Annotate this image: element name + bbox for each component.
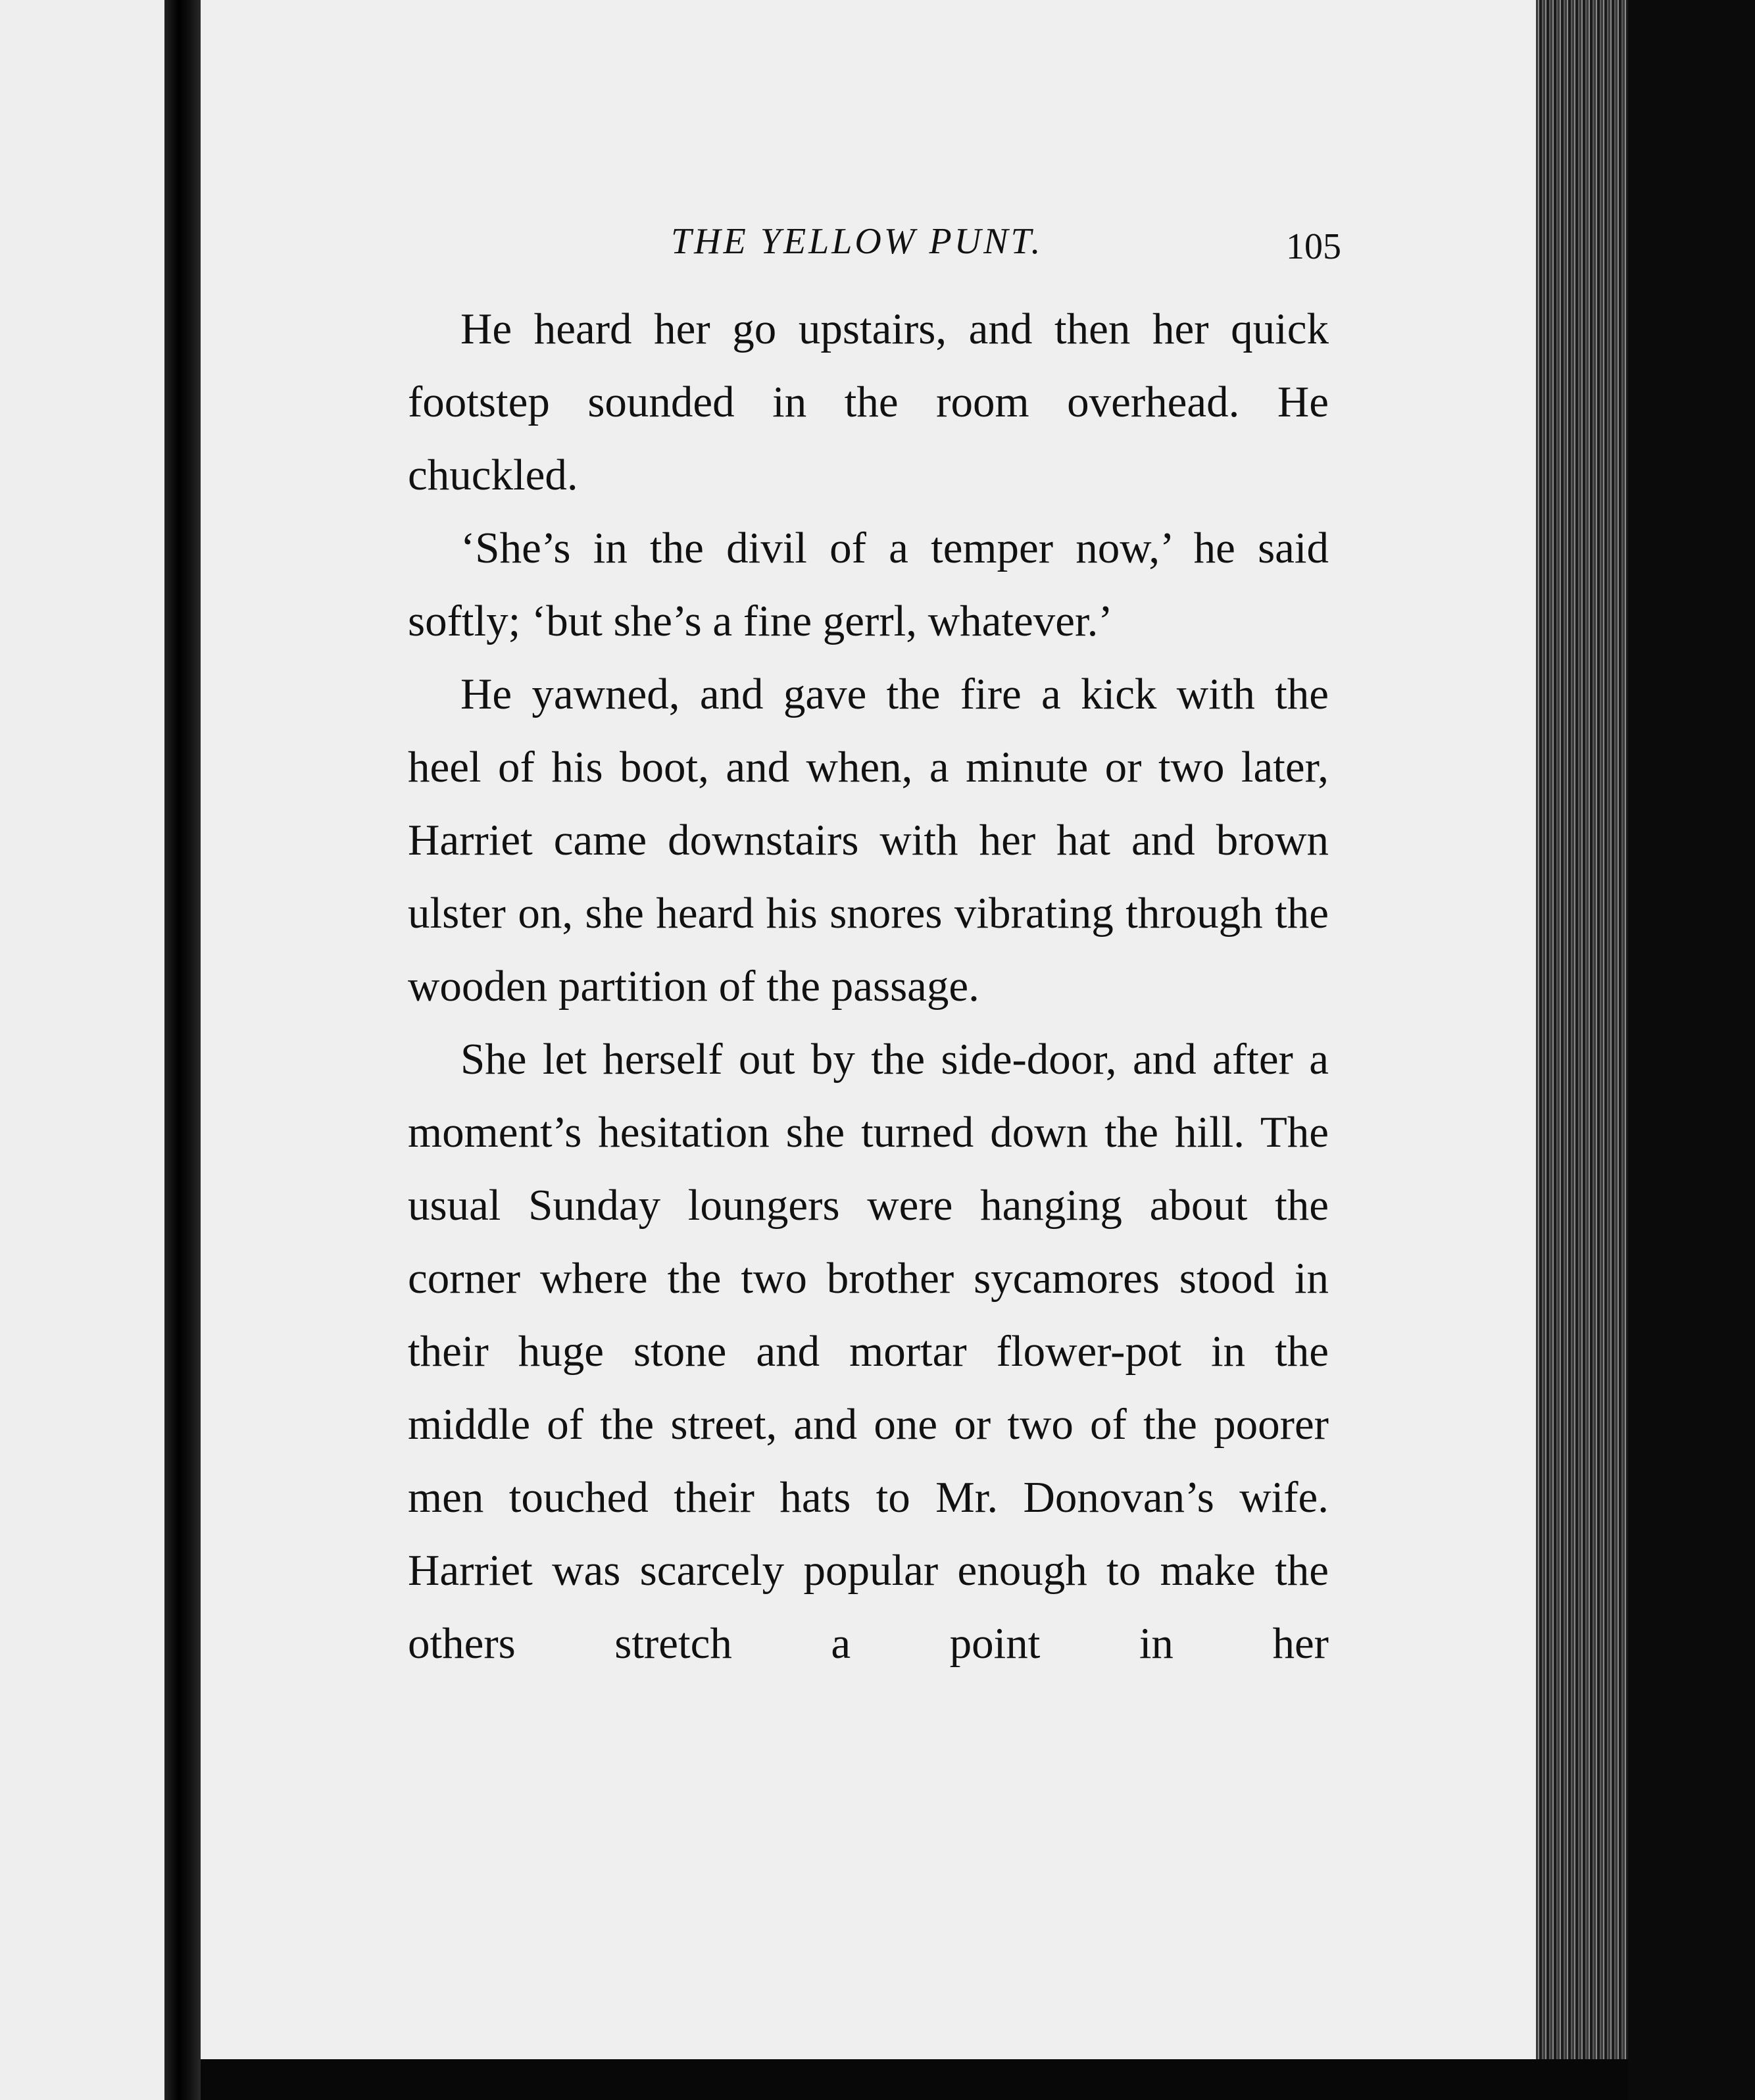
paragraph: He yawned, and gave the fire a kick with the heel of his boot, and when, a minute or two later, Harriet came downstairs with her hat and brown ulster on, she heard his snores vibrating through the wooden partition of the passage. bbox=[408, 670, 1329, 1011]
page-edges bbox=[1536, 0, 1628, 2066]
paragraph: She let herself out by the side-door, and after a moment’s hesitation she turned down the hill. The usual Sunday loungers were hanging about the corner where the two brother sycamores stood in their huge stone and mortar flower-pot in the middle of the street, and one or two of the poorer men touched their hats to Mr. Donovan’s wife. Harriet was scarcely popular enough to make the others stretch a point in her bbox=[408, 1035, 1329, 1668]
paragraph: ‘She’s in the divil of a temper now,’ he said softly; ‘but she’s a fine gerrl, whatever.’ bbox=[408, 524, 1329, 645]
running-head: THE YELLOW PUNT. bbox=[671, 221, 1043, 262]
paragraph: He heard her go upstairs, and then her quick footstep sounded in the room overhead. He chuckled. bbox=[408, 305, 1329, 499]
book-gutter bbox=[164, 0, 201, 2100]
facing-page bbox=[0, 0, 164, 2100]
dark-background-right bbox=[1628, 0, 1755, 2100]
dark-background-bottom bbox=[201, 2059, 1628, 2100]
page-number: 105 bbox=[1286, 226, 1341, 267]
body-text bbox=[408, 293, 1329, 1680]
